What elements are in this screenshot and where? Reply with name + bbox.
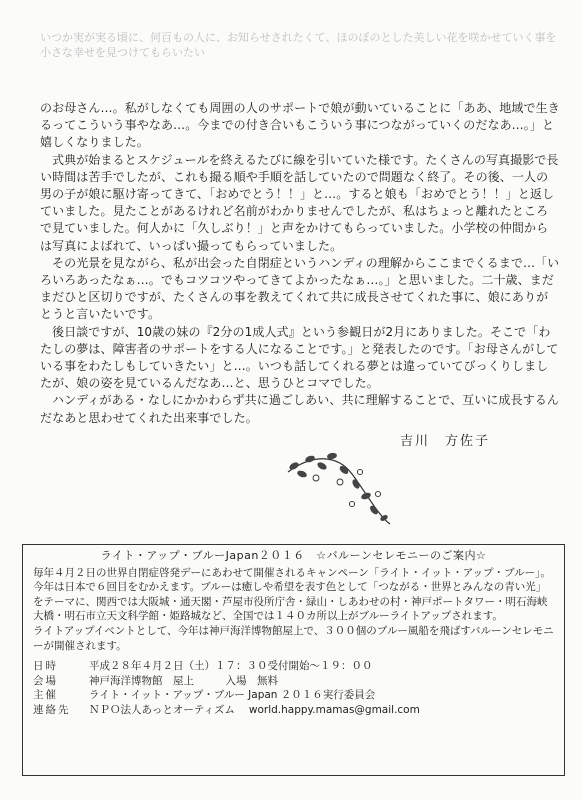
detail-row-venue [33, 674, 424, 689]
essay-paragraph: のお母さん…。私がしなくても周囲の人のサポートで娘が動いていることに「ああ、地域で生きるってこういう事やなあ…。今までの付き合いもこういう事につながっていくのだなあ…。」と嬉しくなりました。 [40, 101, 560, 150]
detail-label: 日時 [33, 660, 58, 673]
notice-title: ライト・アップ・ブルーJapan２０１６ ☆バルーンセレモニーのご案内☆ [100, 549, 487, 562]
detail-label: 連絡先 [33, 703, 71, 716]
detail-value: ＮＰＯ法人あっとオーティズム world.happy.mamas@gmail.com [89, 703, 420, 716]
bleed-line: いつか実が実る頃に、何百もの人に、お知らせされたくて、ほのぼのとした美しい花を咲かせていく事を [40, 31, 557, 44]
detail-label: 主催 [33, 689, 58, 702]
detail-value: ライト・イット・アップ・ブルー Japan ２０１６実行委員会 [89, 689, 376, 702]
event-details [33, 659, 424, 717]
notice-body [23, 564, 564, 654]
notice-paragraph: ライトアップイベントとして、今年は神戸海洋博物館屋上で、３００個のブルー風船を飛ばすバルーンセレモニーが開催されます。 [33, 624, 554, 652]
bleed-line: 小さな幸せを見つけてもらいたい [40, 46, 205, 59]
essay-paragraph: ハンディがある・なしにかかわらず共に過ごしあい、共に理解することで、互いに成長するんだなあと思わせてくれた出来事でした。 [40, 393, 560, 425]
detail-value: 平成２８年４月２日（土）１７：３０受付開始～１９：００ [89, 660, 373, 673]
event-notice-box [22, 544, 565, 776]
detail-label: 会場 [33, 674, 58, 687]
notice-paragraph: 毎年４月２日の世界自閉症啓発デーにあわせて開催されるキャンペーン「ライト・イット・アップ・ブルー」。今年は日本で６回目をむかえます。ブルーは癒しや希望を表す色として「つながる・世界とみんなの青い光」をテーマに、関西では大阪城・通天閣・芦屋市役所庁舎・緑山・しあわせの村・神戸ポートタワー・明石海峡大橋・明石市立天文科学館・姫路城など、全国では１４０カ所以上がブルーライトアップされます。 [33, 566, 551, 623]
essay-paragraph: 後日談ですが、10歳の妹の『2分の1成人式』という参観日が2月にありました。そこで「わたしの夢は、障害者のサポートをする人になることです。」と発表したのです。「お母さんがしている事をわたしもしていきたい」と…。いつも話してくれる夢とは違っていてびっくりしましたが、娘の姿を見ているんだなあ…と、思うひとコマでした。 [40, 324, 559, 391]
floral-vine-icon [282, 444, 394, 530]
essay-paragraph: その光景を見ながら、私が出会った自閉症というハンディの理解からここまでくるまで…「いろいろあったなぁ…。でもコツコツやってきてよかったなぁ…。」と思いました。二十歳、まだまだひと区切りですが、たくさんの事を教えてくれて共に成長させてくれた事に、娘にありがとうと言いたいです。 [40, 255, 560, 322]
essay-paragraph: 式典が始まるとスケジュールを終えるたびに線を引いていた様です。たくさんの写真撮影で長い時間は苦手でしたが、これも撮る順や手順を話していたので問題なく終了。その後、一人の男の子が娘に駆け寄ってきて、「おめでとう！！」と…。すると娘も「おめでとう！！」と返していました。見たことがあるけれど名前がわかりませんでしたが、私はちょっと離れたところで見ていました。何人かに「久しぶり！」と声をかけてもらっていました。小学校の仲間からは写真によばれて、いっぱい撮ってもらっていました。 [40, 152, 559, 253]
detail-row-organizer [33, 688, 424, 703]
author-signature: 吉川 方佐子 [400, 434, 491, 449]
detail-row-datetime [33, 659, 424, 674]
detail-row-contact [33, 703, 424, 718]
bleed-through-text [40, 30, 560, 60]
detail-value: 神戸海洋博物館 屋上 入場 無料 [89, 674, 278, 687]
